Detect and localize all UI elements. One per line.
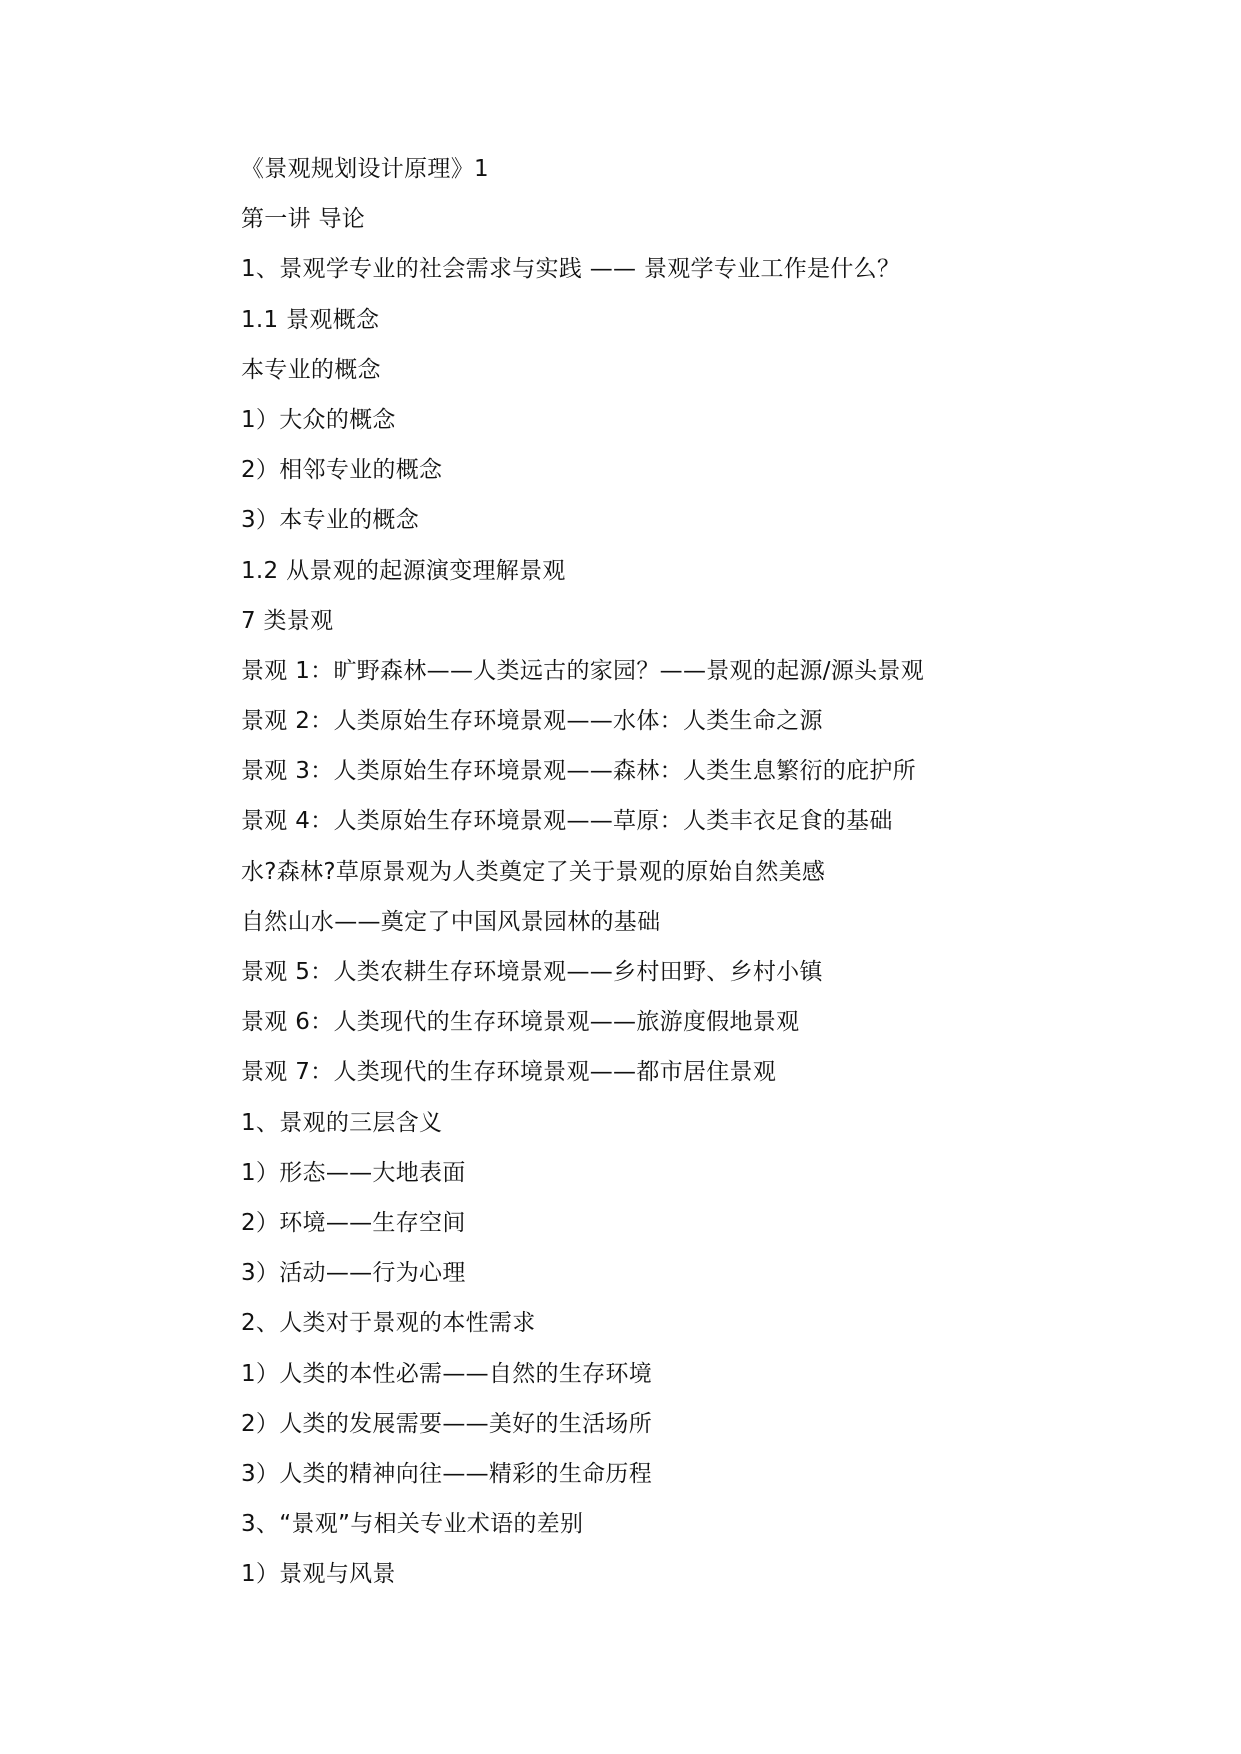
paragraph-line: 自然山水——奠定了中国风景园林的基础: [241, 908, 661, 935]
list-item: 景观 1：旷野森林——人类远古的家园？——景观的起源/源头景观: [241, 657, 924, 684]
list-item: 3）人类的精神向往——精彩的生命历程: [241, 1460, 653, 1487]
list-item: 1）大众的概念: [241, 406, 396, 433]
list-item: 1）景观与风景: [241, 1561, 396, 1588]
paragraph-line: 水?森林?草原景观为人类奠定了关于景观的原始自然美感: [241, 858, 826, 885]
document-title: 《景观规划设计原理》1: [241, 156, 489, 182]
list-item: 3）本专业的概念: [241, 507, 420, 534]
lecture-heading: 第一讲 导论: [241, 206, 366, 233]
list-item: 景观 3：人类原始生存环境景观——森林：人类生息繁衍的庇护所: [241, 758, 916, 785]
list-item: 1）人类的本性必需——自然的生存环境: [241, 1360, 653, 1387]
document-body: [241, 144, 1101, 1599]
list-item: 2）相邻专业的概念: [241, 457, 443, 484]
list-item: 3）活动——行为心理: [241, 1260, 466, 1287]
section-heading: 1、景观学专业的社会需求与实践 —— 景观学专业工作是什么？: [241, 256, 901, 283]
list-item: 2）环境——生存空间: [241, 1209, 466, 1236]
subsection-heading: 1.1 景观概念: [241, 306, 380, 333]
list-item: 2）人类的发展需要——美好的生活场所: [241, 1410, 653, 1437]
list-item: 景观 2：人类原始生存环境景观——水体：人类生命之源: [241, 708, 823, 735]
section-heading: 2、人类对于景观的本性需求: [241, 1310, 536, 1337]
subsection-heading: 1.2 从景观的起源演变理解景观: [241, 557, 566, 584]
paragraph-line: 7 类景观: [241, 607, 334, 634]
list-item: 景观 4：人类原始生存环境景观——草原：人类丰衣足食的基础: [241, 808, 893, 835]
section-heading: 3、“景观”与相关专业术语的差别: [241, 1511, 584, 1538]
list-item: 1）形态——大地表面: [241, 1159, 466, 1186]
list-item: 景观 6：人类现代的生存环境景观——旅游度假地景观: [241, 1009, 800, 1036]
section-heading: 1、景观的三层含义: [241, 1109, 443, 1136]
list-item: 景观 5：人类农耕生存环境景观——乡村田野、乡村小镇: [241, 959, 823, 985]
paragraph-line: 本专业的概念: [241, 356, 381, 383]
list-item: 景观 7：人类现代的生存环境景观——都市居住景观: [241, 1059, 777, 1086]
